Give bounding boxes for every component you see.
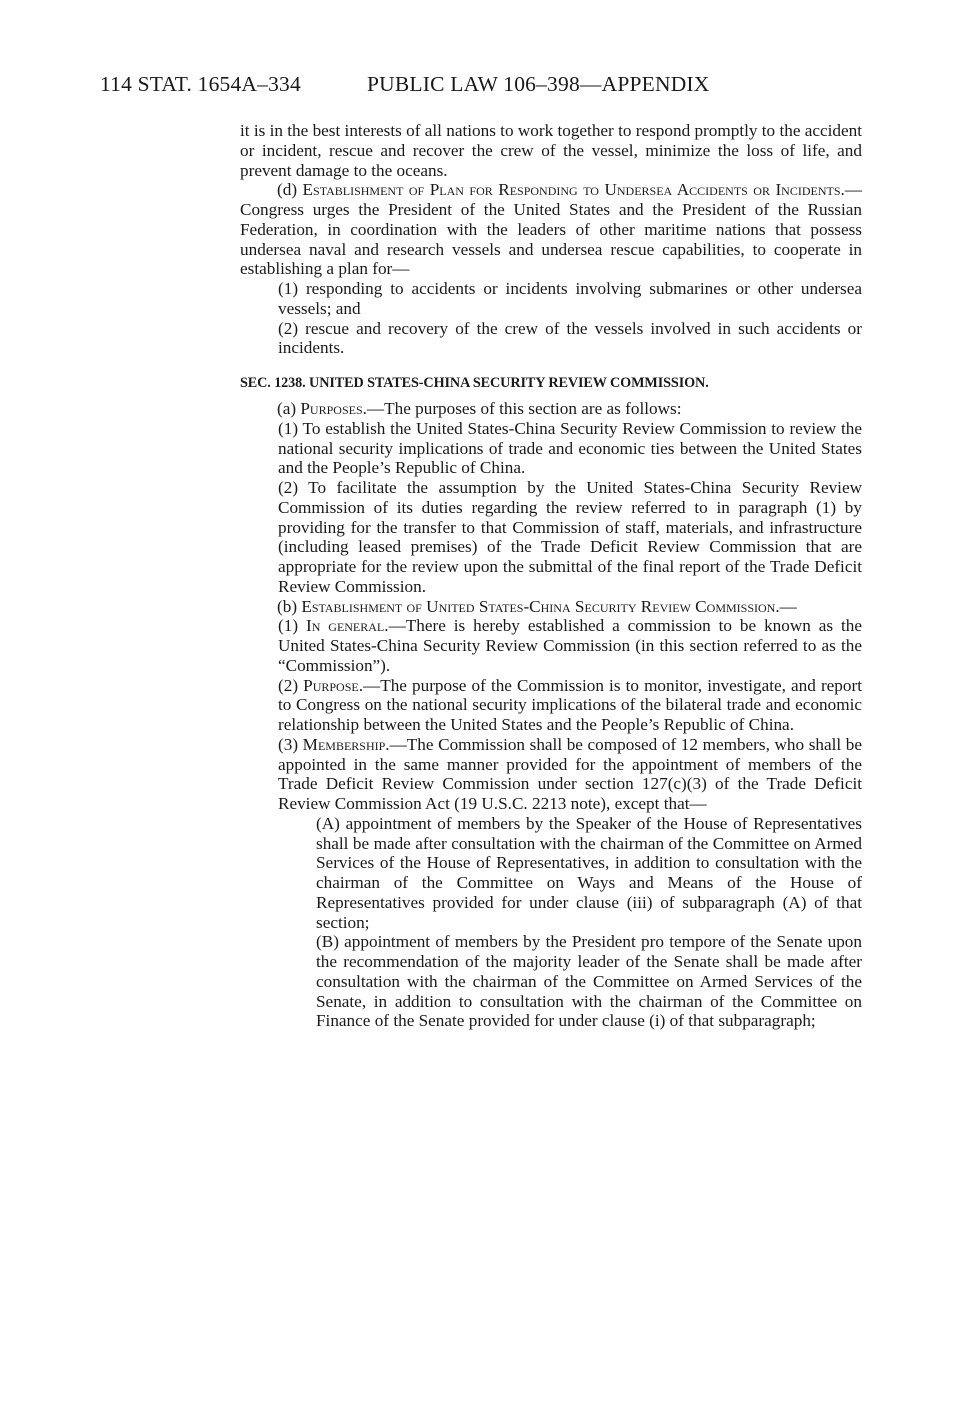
subsection-d-text: —Congress urges the President of the United States and the President of the Russian Federation, in coordination with the leaders of other maritime nations that possess undersea naval and research vessels and undersea rescue capabilities, to cooperate in establishing a plan for— [240, 180, 862, 279]
paragraph-d1-text: (1) responding to accidents or incidents involving submarines or other undersea vessels; and [278, 279, 862, 318]
subsection-a-text: —The purposes of this section are as follows: [366, 399, 682, 418]
paragraph-b2-label: (2) [278, 675, 304, 695]
public-law-title: PUBLIC LAW 106–398—APPENDIX [367, 72, 710, 96]
paragraph-b2-heading: Purpose. [303, 675, 364, 695]
paragraph-b2 [240, 676, 862, 735]
subsection-d [240, 180, 862, 279]
subsection-b-heading: Establishment of United States-China Security Review Commission. [301, 596, 780, 616]
paragraph-b3 [240, 735, 862, 814]
paragraph-b1-label: (1) [278, 616, 306, 636]
paragraph-b1-text: —There is hereby established a commission to be known as the United States-China Security Review Commission (in this section referred to as the “Commission”). [278, 616, 862, 675]
paragraph-a1: (1) To establish the United States-China Security Review Commission to review the national security implications of trade and economic ties between the United States and the People’s Republic of China. [278, 418, 862, 478]
subparagraph-b3b: (B) appointment of members by the President pro tempore of the Senate upon the recommendation of the majority leader of the Senate shall be made after consultation with the chairman of the Committee on Armed Services of the Senate, in addition to consultation with the chairman of the Committee on Finance of the Senate provided for under clause (i) of that subparagraph; [316, 932, 862, 1031]
paragraph-b1-heading: In general. [305, 616, 389, 636]
paragraph-a2: (2) To facilitate the assumption by the United States-China Security Review Commission of its duties regarding the review referred to in paragraph (1) by providing for the transfer to that Commission of staff, materials, and infrastructure (including leased premises) of the Trade Deficit Review Commission that are appropriate for the review upon the submittal of the final report of the Trade Deficit Review Commission. [278, 478, 862, 596]
paragraph-b2-text: —The purpose of the Commission is to monitor, investigate, and report to Congress on the national security implications of the bilateral trade and economic relationship between the United States and the People’s Republic of China. [278, 675, 862, 734]
subsection-b-dash: — [779, 596, 797, 616]
subparagraph-b3a: (A) appointment of members by the Speaker of the House of Representatives shall be made after consultation with the chairman of the Committee on Armed Services of the House of Representatives, in addition to consultation with the chairman of the Committee on Ways and Means of the House of Representatives provided for under clause (iii) of subparagraph (A) of that section; [316, 813, 862, 932]
subsection-a-heading: Purposes. [300, 399, 367, 418]
document-body [240, 121, 862, 1031]
subsection-d-heading: Establishment of Plan for Responding to Undersea Accidents or Incidents. [302, 180, 845, 200]
statute-citation: 114 STAT. 1654A–334 [100, 72, 301, 96]
subsection-b-label: (b) [277, 596, 302, 616]
subsection-a [240, 399, 862, 419]
intro-paragraph: it is in the best interests of all nations to work together to respond promptly to the accident or incident, rescue and recover the crew of the vessel, minimize the loss of life, and prevent damage to the oceans. [240, 121, 862, 180]
paragraph-b1 [240, 616, 862, 675]
paragraph-b3-text: —The Commission shall be composed of 12 members, who shall be appointed in the same manner provided for the appointment of members of the Trade Deficit Review Commission under section 127(c)(3) of the Trade Deficit Review Commission Act (19 U.S.C. 2213 note), except that— [278, 734, 862, 813]
paragraph-b3-heading: Membership. [302, 734, 390, 754]
subsection-d-label: (d) [277, 180, 303, 200]
section-heading: SEC. 1238. UNITED STATES-CHINA SECURITY REVIEW COMMISSION. [240, 375, 709, 391]
page-header [100, 72, 710, 97]
subsection-a-label: (a) [277, 399, 301, 418]
paragraph-d2 [240, 319, 862, 359]
paragraph-d2-text: (2) rescue and recovery of the crew of the vessels involved in such accidents or incidents. [278, 318, 862, 358]
paragraph-d1 [240, 279, 862, 319]
paragraph-b3-label: (3) [278, 734, 303, 754]
subsection-b [240, 597, 862, 617]
